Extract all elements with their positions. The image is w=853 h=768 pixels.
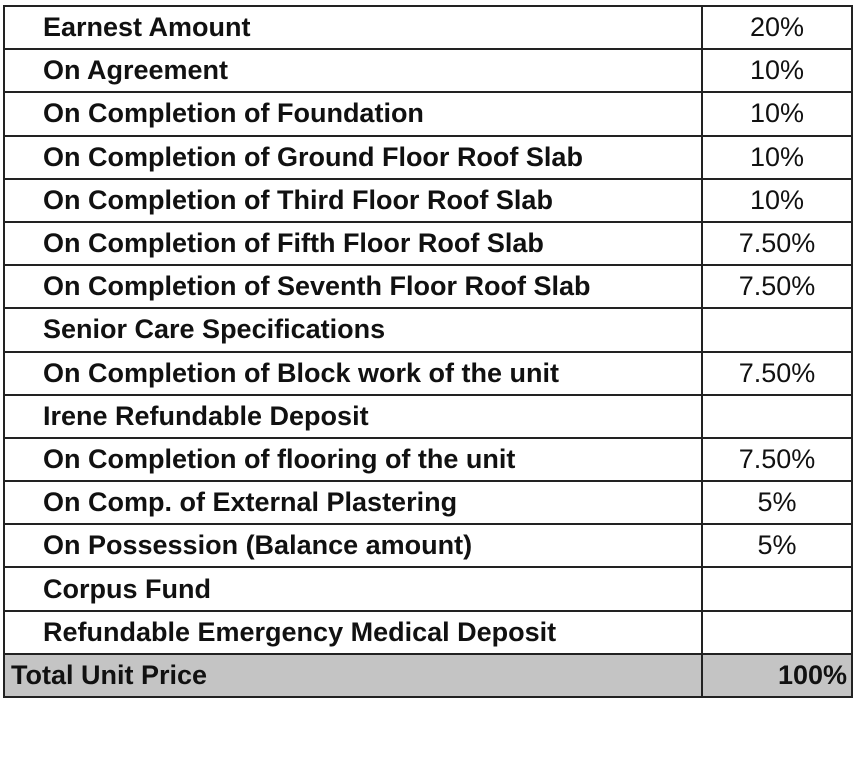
stage-label: Irene Refundable Deposit [4,395,702,438]
table-row [4,265,852,308]
stage-label: On Comp. of External Plastering [4,481,702,524]
stage-label: On Completion of flooring of the unit [4,438,702,481]
stage-percentage [702,567,852,610]
stage-label: On Completion of Third Floor Roof Slab [4,179,702,222]
stage-label: Senior Care Specifications [4,308,702,351]
stage-percentage: 7.50% [702,352,852,395]
table-row [4,481,852,524]
stage-percentage [702,395,852,438]
stage-percentage: 5% [702,481,852,524]
stage-percentage: 10% [702,179,852,222]
stage-label: Corpus Fund [4,567,702,610]
payment-schedule-table [3,5,853,698]
table-row [4,92,852,135]
stage-label: On Completion of Ground Floor Roof Slab [4,136,702,179]
table-row [4,308,852,351]
stage-percentage [702,308,852,351]
table-row [4,352,852,395]
total-row [4,654,852,697]
stage-percentage: 20% [702,6,852,49]
table-row [4,222,852,265]
table-row [4,395,852,438]
total-label: Total Unit Price [4,654,702,697]
table-row [4,179,852,222]
stage-percentage: 5% [702,524,852,567]
table-row [4,611,852,654]
stage-label: Earnest Amount [4,6,702,49]
stage-percentage: 10% [702,49,852,92]
stage-percentage: 10% [702,136,852,179]
stage-label: On Completion of Block work of the unit [4,352,702,395]
table-row [4,438,852,481]
stage-percentage: 7.50% [702,222,852,265]
stage-percentage: 7.50% [702,265,852,308]
stage-percentage [702,611,852,654]
stage-label: Refundable Emergency Medical Deposit [4,611,702,654]
table-row [4,6,852,49]
stage-percentage: 10% [702,92,852,135]
stage-label: On Agreement [4,49,702,92]
stage-percentage: 7.50% [702,438,852,481]
table-row [4,524,852,567]
table-row [4,136,852,179]
stage-label: On Possession (Balance amount) [4,524,702,567]
stage-label: On Completion of Seventh Floor Roof Slab [4,265,702,308]
table-row [4,49,852,92]
table-row [4,567,852,610]
stage-label: On Completion of Foundation [4,92,702,135]
stage-label: On Completion of Fifth Floor Roof Slab [4,222,702,265]
total-percentage: 100% [702,654,852,697]
